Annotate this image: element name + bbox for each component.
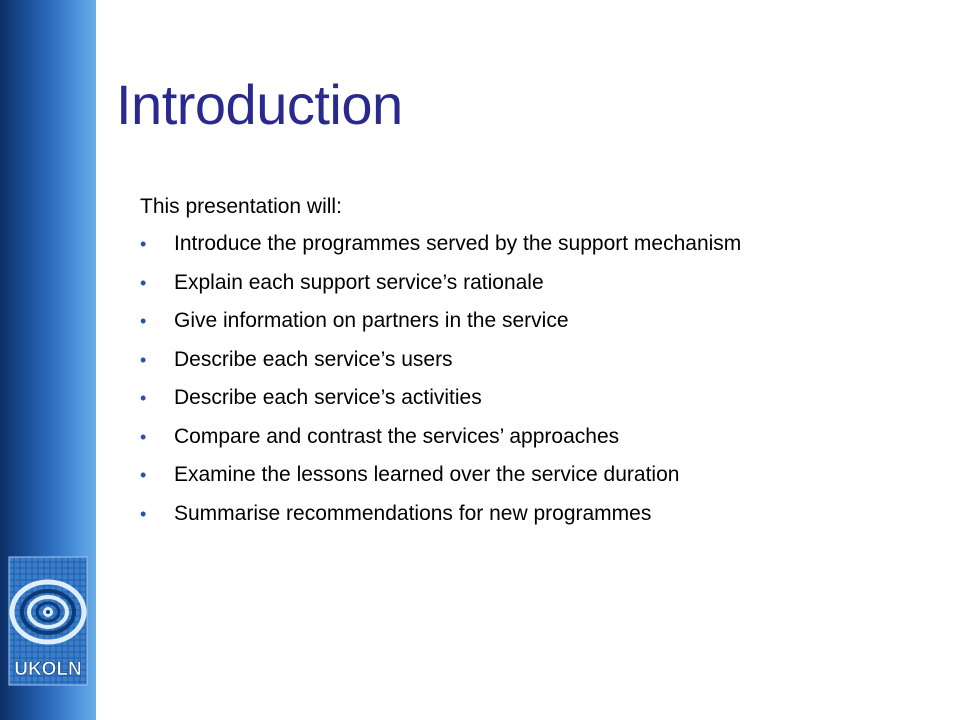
bullet-item bbox=[140, 463, 741, 502]
bullet-text: Explain each support service’s rationale bbox=[174, 270, 544, 294]
bullet-item bbox=[140, 309, 741, 348]
bullet-text: Give information on partners in the service bbox=[174, 309, 569, 332]
bullet-icon: • bbox=[140, 426, 147, 447]
bullet-text: Describe each service’s users bbox=[174, 347, 453, 371]
bullet-icon: • bbox=[140, 311, 147, 331]
bullet-icon: • bbox=[140, 349, 147, 370]
bullet-item bbox=[140, 425, 741, 464]
bullet-icon: • bbox=[140, 388, 147, 408]
bullet-item bbox=[140, 386, 741, 425]
ukoln-logo bbox=[8, 556, 88, 686]
bullet-text: Examine the lessons learned over the service duration bbox=[174, 463, 680, 486]
bullet-icon: • bbox=[140, 465, 147, 485]
bullet-item bbox=[140, 348, 741, 387]
bullet-list bbox=[140, 232, 741, 540]
intro-text: This presentation will: bbox=[140, 195, 342, 218]
bullet-item bbox=[140, 232, 741, 271]
bullet-icon: • bbox=[140, 234, 147, 254]
bullet-text: Describe each service’s activities bbox=[174, 386, 482, 409]
bullet-text: Introduce the programmes served by the support mechanism bbox=[174, 232, 742, 255]
logo-text: UKOLN bbox=[14, 659, 82, 680]
bullet-item bbox=[140, 271, 741, 310]
bullet-icon: • bbox=[140, 272, 147, 293]
sidebar-band bbox=[0, 0, 96, 720]
bullet-text: Summarise recommendations for new programmes bbox=[174, 501, 652, 525]
bullet-text: Compare and contrast the services’ approaches bbox=[174, 424, 620, 448]
slide-title: Introduction bbox=[116, 73, 403, 136]
bullet-icon: • bbox=[140, 503, 147, 524]
ukoln-eye-logo-icon bbox=[8, 556, 88, 686]
bullet-item bbox=[140, 502, 741, 541]
